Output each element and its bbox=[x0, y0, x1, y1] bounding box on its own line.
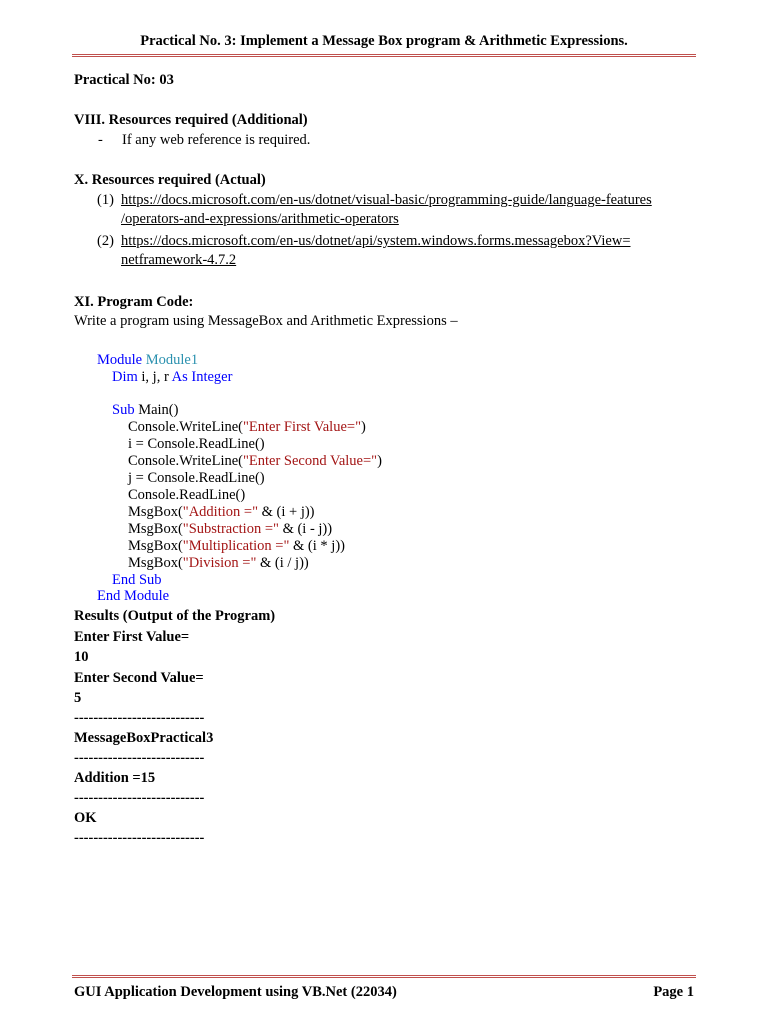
resource-link-1-line1[interactable]: https://docs.microsoft.com/en-us/dotnet/visual-basic/programming-guide/language-features bbox=[121, 192, 652, 208]
footer-rule bbox=[72, 975, 696, 978]
code-keyword: Dim bbox=[112, 369, 138, 385]
code-line-end-sub: End Sub bbox=[112, 572, 162, 588]
code-line-writeline-2 bbox=[128, 453, 382, 470]
code-line-msgbox-div bbox=[128, 555, 309, 572]
code-type: As Integer bbox=[171, 369, 233, 385]
code-line-readline: Console.ReadLine() bbox=[128, 487, 246, 503]
code-string: "Enter First Value=" bbox=[242, 419, 361, 435]
result-line: OK bbox=[74, 810, 97, 826]
code-string: "Substraction =" bbox=[182, 521, 279, 537]
code-line-module bbox=[97, 352, 198, 369]
code-line-writeline-1 bbox=[128, 419, 366, 436]
code-line-msgbox-mul bbox=[128, 538, 345, 555]
code-module-name: Module1 bbox=[145, 352, 199, 368]
code-line-dim bbox=[112, 369, 232, 386]
result-line: Addition =15 bbox=[74, 770, 156, 786]
code-line-msgbox-sub bbox=[128, 521, 332, 538]
result-line: 10 bbox=[74, 649, 89, 665]
code-text: & (i / j)) bbox=[256, 555, 309, 571]
code-text: ) bbox=[377, 453, 382, 469]
resource-link-2-line1[interactable]: https://docs.microsoft.com/en-us/dotnet/api/system.windows.forms.messagebox?View= bbox=[121, 233, 631, 249]
section-xi-description: Write a program using MessageBox and Arithmetic Expressions – bbox=[74, 313, 458, 329]
code-text: & (i * j)) bbox=[289, 538, 345, 554]
code-text: MsgBox( bbox=[128, 521, 183, 537]
code-text: & (i + j)) bbox=[258, 504, 315, 520]
section-xi-heading: XI. Program Code: bbox=[74, 294, 194, 310]
code-text: Console.WriteLine( bbox=[128, 453, 243, 469]
result-separator: --------------------------- bbox=[74, 790, 205, 806]
code-text: Console.WriteLine( bbox=[128, 419, 243, 435]
section-viii-item: If any web reference is required. bbox=[122, 132, 311, 148]
header-rule bbox=[72, 54, 696, 57]
practical-number: Practical No: 03 bbox=[74, 72, 174, 88]
code-text: MsgBox( bbox=[128, 555, 183, 571]
footer-course-title: GUI Application Development using VB.Net (22034) bbox=[74, 984, 397, 1000]
resource-number-1: (1) bbox=[97, 192, 114, 208]
footer-page-number: Page 1 bbox=[653, 984, 694, 1000]
code-line-readline-j: j = Console.ReadLine() bbox=[128, 470, 265, 486]
code-line-msgbox-add bbox=[128, 504, 315, 521]
resource-number-2: (2) bbox=[97, 233, 114, 249]
section-x-heading: X. Resources required (Actual) bbox=[74, 172, 266, 188]
result-line: Enter First Value= bbox=[74, 629, 190, 645]
code-string: "Multiplication =" bbox=[182, 538, 290, 554]
code-text: Main() bbox=[134, 402, 179, 418]
code-text: ) bbox=[361, 419, 366, 435]
result-line: 5 bbox=[74, 690, 82, 706]
section-viii-heading: VIII. Resources required (Additional) bbox=[74, 112, 308, 128]
code-text: MsgBox( bbox=[128, 504, 183, 520]
results-heading: Results (Output of the Program) bbox=[74, 608, 276, 624]
result-separator: --------------------------- bbox=[74, 750, 205, 766]
code-line-end-module: End Module bbox=[97, 588, 170, 604]
resource-link-1-line2[interactable]: /operators-and-expressions/arithmetic-operators bbox=[121, 211, 399, 227]
resource-link-2-line2[interactable]: netframework-4.7.2 bbox=[121, 252, 237, 268]
page-header-title: Practical No. 3: Implement a Message Box program & Arithmetic Expressions. bbox=[140, 33, 628, 49]
code-keyword: Module bbox=[97, 352, 143, 368]
code-string: "Division =" bbox=[182, 555, 257, 571]
result-line: MessageBoxPractical3 bbox=[74, 730, 214, 746]
code-keyword: Sub bbox=[112, 402, 135, 418]
code-text: & (i - j)) bbox=[278, 521, 333, 537]
result-separator: --------------------------- bbox=[74, 830, 205, 846]
result-line: Enter Second Value= bbox=[74, 670, 204, 686]
code-string: "Addition =" bbox=[182, 504, 258, 520]
code-line-sub bbox=[112, 402, 178, 419]
code-text: i, j, r bbox=[137, 369, 172, 385]
code-text: MsgBox( bbox=[128, 538, 183, 554]
code-string: "Enter Second Value=" bbox=[242, 453, 378, 469]
code-line-readline-i: i = Console.ReadLine() bbox=[128, 436, 265, 452]
section-viii-bullet: - bbox=[98, 132, 103, 148]
result-separator: --------------------------- bbox=[74, 710, 205, 726]
